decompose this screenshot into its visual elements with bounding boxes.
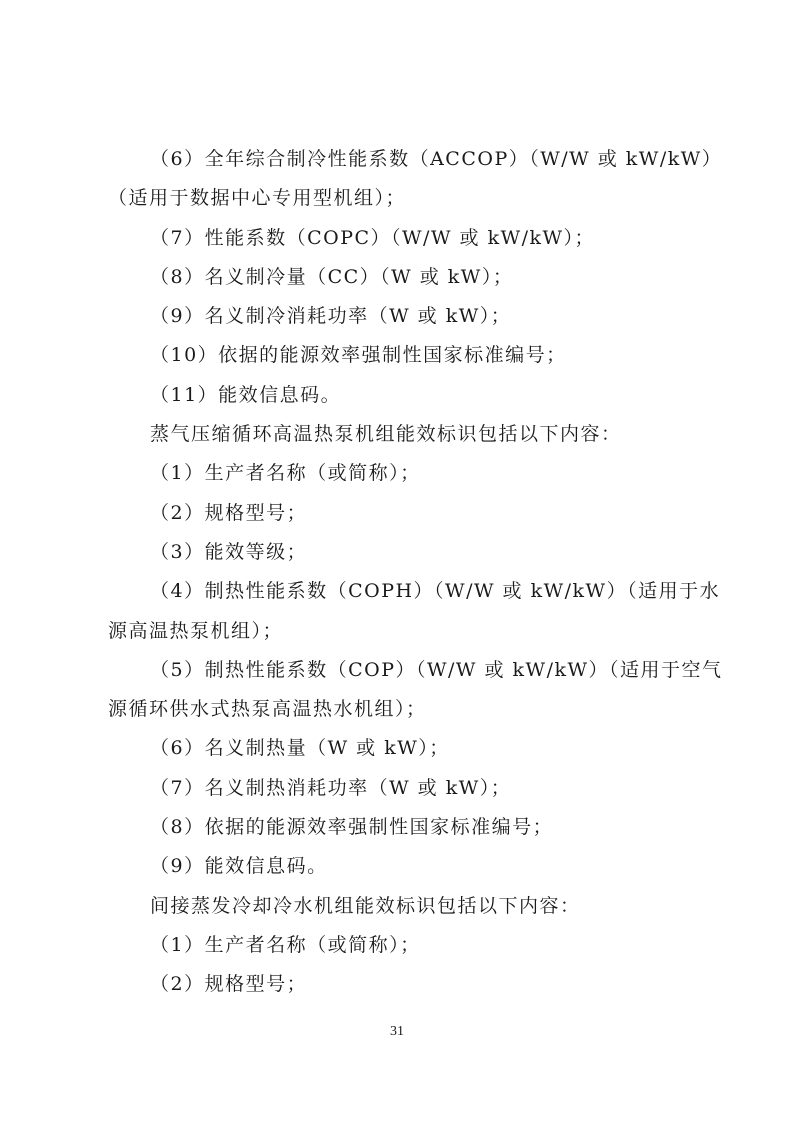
item-standard-number-2: （8）依据的能源效率强制性国家标准编号； [150,816,554,839]
item-model: （2）规格型号； [150,501,308,524]
item-heating-capacity: （6）名义制热量（W 或 kW）； [150,737,450,760]
item-cooling-capacity: （8）名义制冷量（CC）（W 或 kW）； [150,265,514,288]
item-cop-continued: 源循环供水式热泵高温热水机组）； [108,698,427,721]
item-cooling-power: （9）名义制冷消耗功率（W 或 kW）； [150,305,512,328]
item-producer-name: （1）生产者名称（或简称）； [150,462,421,485]
section-indirect-evaporative-chiller: 间接蒸发冷却冷水机组能效标识包括以下内容： [150,894,581,917]
page-number: 31 [390,1024,404,1039]
item-model-2: （2）规格型号； [150,973,308,996]
item-info-code: （11）能效信息码。 [150,383,342,406]
item-copc: （7）性能系数（COPC）（W/W 或 kW/kW）； [150,226,596,249]
item-accop: （6）全年综合制冷性能系数（ACCOP）（W/W 或 kW/kW） [150,148,723,170]
item-standard-number: （10）依据的能源效率强制性国家标准编号； [150,344,567,367]
item-cop: （5）制热性能系数（COP）（W/W 或 kW/kW）（适用于空气 [150,658,723,681]
item-accop-continued: （适用于数据中心专用型机组）； [108,187,407,210]
item-producer-name-2: （1）生产者名称（或简称）； [150,933,421,956]
body-text [108,140,723,1005]
item-info-code-2: （9）能效信息码。 [150,855,328,878]
item-coph-continued: 源高温热泵机组）； [108,619,284,642]
item-coph: （4）制热性能系数（COPH）（W/W 或 kW/kW）（适用于水 [150,580,721,603]
section-high-temp-heat-pump: 蒸气压缩循环高温热泵机组能效标识包括以下内容： [150,423,622,446]
item-heating-power: （7）名义制热消耗功率（W 或 kW）； [150,776,512,799]
item-efficiency-grade: （3）能效等级； [150,540,308,563]
